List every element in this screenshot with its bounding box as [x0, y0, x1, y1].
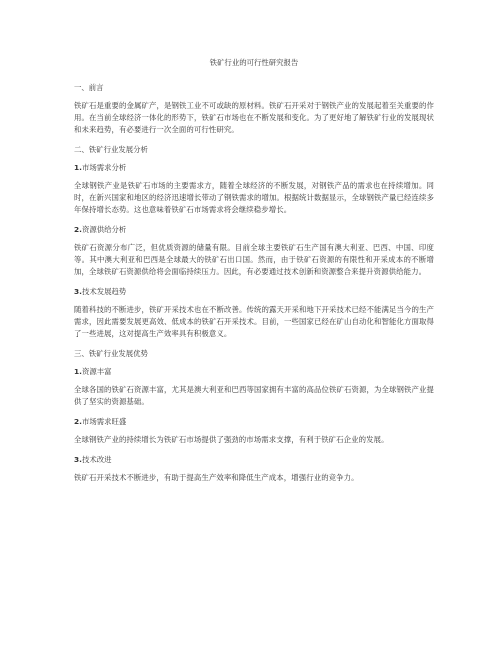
subheading-label: 资源供给分析 — [81, 225, 127, 234]
subheading-market-demand — [74, 162, 434, 174]
subheading-number: 2. — [74, 225, 82, 234]
strong-demand-paragraph: 全球钢铁产业的持续增长为铁矿石市场提供了强劲的市场需求支撑，有利于铁矿石企业的发展。 — [74, 435, 389, 444]
subheading-number: 2. — [74, 417, 82, 426]
subheading-label: 市场需求分析 — [81, 163, 127, 172]
market-demand-paragraph: 全球钢铁产业是铁矿石市场的主要需求方，随着全球经济的不断发展，对钢铁产品的需求也在持续增加。同时，在新兴国家和地区的经济迅速增长带动了钢铁需求的增加。根据统计数据显示，全球钢铁产量已经连续多年保持增长态势。这也意味着铁矿石市场需求将会继续稳步增长。 — [74, 181, 434, 214]
tech-improvement-paragraph: 铁矿石开采技术不断进步，有助于提高生产效率和降低生产成本，增强行业的竞争力。 — [74, 473, 359, 482]
subheading-resource-supply — [74, 224, 434, 236]
subheading-tech-improvement — [74, 454, 434, 466]
preface-paragraph: 铁矿石是重要的金属矿产，是钢铁工业不可或缺的原材料。铁矿石开采对于钢铁产业的发展起着至关重要的作用。在当前全球经济一体化的形势下，铁矿石市场也在不断发展和变化。为了更好地了解铁矿行业的发展现状和未来趋势，有必要进行一次全面的可行性研究。 — [74, 101, 434, 134]
subheading-number: 3. — [74, 455, 82, 464]
rich-resources-paragraph: 全球各国的铁矿石资源丰富，尤其是澳大利亚和巴西等国家拥有丰富的高品位铁矿石资源，为全球钢铁产业提供了坚实的资源基础。 — [74, 385, 434, 406]
subheading-number: 1. — [74, 367, 82, 376]
page-title: 铁矿行业的可行性研究报告 — [209, 58, 299, 67]
section-heading-industry-analysis: 二、铁矿行业发展分析 — [74, 145, 148, 154]
document-page — [74, 57, 434, 484]
tech-trends-paragraph: 随着科技的不断进步，铁矿开采技术也在不断改善。传统的露天开采和地下开采技术已经不能满足当今的生产需求，因此需要发展更高效、低成本的铁矿石开采技术。目前，一些国家已经在矿山自动化和智能化方面取得了一些进展，这对提高生产效率具有积极意义。 — [74, 305, 434, 338]
section-heading-advantages: 三、铁矿行业发展优势 — [74, 349, 148, 358]
subheading-label: 技术发展趋势 — [81, 287, 127, 296]
subheading-label: 市场需求旺盛 — [81, 417, 127, 426]
resource-supply-paragraph: 铁矿石资源分布广泛，但优质资源的储量有限。目前全球主要铁矿石生产国有澳大利亚、巴西、中国、印度等。其中澳大利亚和巴西是全球最大的铁矿石出口国。然而，由于铁矿石资源的有限性和开采成本的不断增加，全球铁矿石资源供给将会面临持续压力。因此，有必要通过技术创新和资源整合来提升资源供给能力。 — [74, 243, 434, 276]
subheading-number: 3. — [74, 287, 82, 296]
subheading-rich-resources — [74, 366, 434, 378]
subheading-strong-demand — [74, 416, 434, 428]
subheading-tech-trends — [74, 286, 434, 298]
section-heading-preface: 一、前言 — [74, 83, 104, 92]
subheading-label: 技术改进 — [81, 455, 112, 464]
subheading-number: 1. — [74, 163, 82, 172]
subheading-label: 资源丰富 — [81, 367, 112, 376]
